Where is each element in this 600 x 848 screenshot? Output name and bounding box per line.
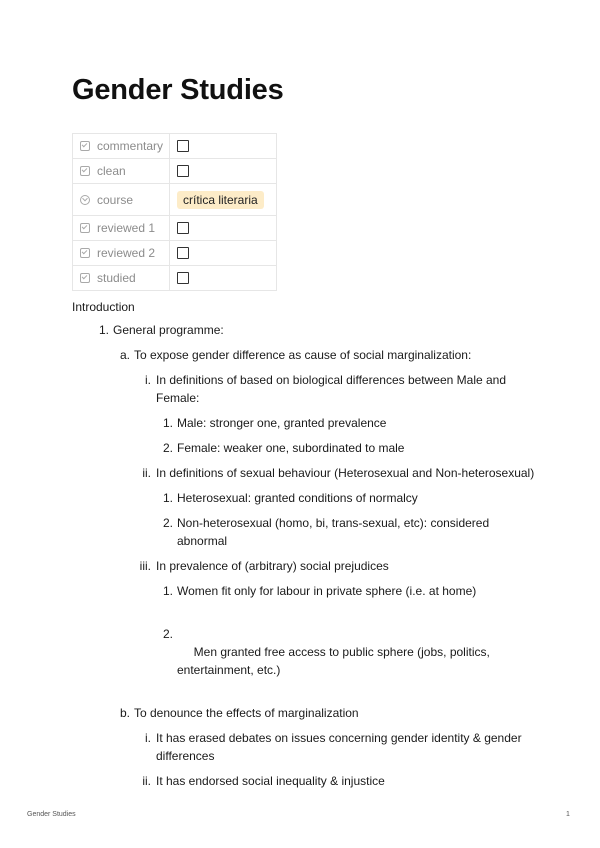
property-row [73,134,277,159]
select-icon [80,195,90,205]
footer-page-number: 1 [566,811,570,818]
list-item [72,371,542,407]
list-marker: 1. [98,323,109,337]
course-tag[interactable]: crítica literaria [177,191,264,209]
list-item [72,464,542,482]
list-item-text: It has endorsed social inequality & injustice [156,774,385,788]
list-item-text: Men granted free access to public sphere (jobs, politics, entertainment, etc.) [177,645,494,677]
property-row [73,241,277,266]
checkbox-icon [80,141,90,151]
property-label: studied [97,271,136,285]
list-item [72,321,542,339]
list-marker: iii. [139,559,151,573]
list-item-text: Women fit only for labour in private sphere (i.e. at home) [177,584,477,598]
list-item-text: It has erased debates on issues concerning gender identity & gender differences [156,731,522,763]
list-item-text: Female: weaker one, subordinated to male [177,441,405,455]
list-item [72,439,542,457]
list-marker: ii. [142,466,151,480]
footer-title: Gender Studies [27,811,76,818]
checkbox-icon [80,166,90,176]
list-item [72,582,542,600]
list-item [72,607,542,697]
clean-checkbox[interactable] [177,165,189,177]
list-marker: ii. [142,774,151,788]
list-item [72,772,542,790]
property-row [73,159,277,184]
list-marker: 2. [162,441,173,455]
list-marker: a. [119,348,130,362]
property-label: course [97,192,134,207]
page-title: Gender Studies [72,74,284,106]
list-item [72,346,542,364]
commentary-checkbox[interactable] [177,140,189,152]
checkbox-icon [80,248,90,258]
list-item-text: In prevalence of (arbitrary) social prejudices [156,559,389,573]
list-item [72,557,542,575]
properties-table [72,133,277,291]
property-label: reviewed 1 [97,221,156,235]
property-row [73,266,277,291]
checkbox-icon [80,273,90,283]
reviewed-2-checkbox[interactable] [177,247,189,259]
property-label: clean [97,164,126,178]
list-item [72,704,542,722]
list-marker: i. [145,731,151,745]
studied-checkbox[interactable] [177,272,189,284]
list-marker: 1. [162,491,173,505]
list-item-text: In definitions of based on biological differences between Male and Female: [156,373,507,405]
list-item-text: To denounce the effects of marginalization [134,706,359,720]
list-item-text: Heterosexual: granted conditions of normalcy [177,491,418,505]
list-item [72,729,542,765]
list-item-text: Non-heterosexual (homo, bi, trans-sexual, etc): considered abnormal [177,516,490,548]
property-row [73,216,277,241]
list-marker: 2. [162,627,173,641]
list-item [72,414,542,432]
list-item-text: Male: stronger one, granted prevalence [177,416,387,430]
list-item-text: To expose gender difference as cause of social marginalization: [134,348,472,362]
list-item [72,489,542,507]
checkbox-icon [80,223,90,233]
list-marker: b. [119,706,130,720]
property-row [73,184,277,216]
property-label: commentary [97,139,164,153]
document-body [72,298,542,797]
list-item [72,514,542,550]
property-label: reviewed 2 [97,246,156,260]
list-marker: 1. [162,416,173,430]
list-marker: 2. [162,516,173,530]
list-marker: i. [145,373,151,387]
list-item-text: General programme: [113,323,224,337]
list-item-text: In definitions of sexual behaviour (Heterosexual and Non-heterosexual) [156,466,535,480]
list-marker: 1. [162,584,173,598]
intro-heading: Introduction [72,300,135,314]
reviewed-1-checkbox[interactable] [177,222,189,234]
